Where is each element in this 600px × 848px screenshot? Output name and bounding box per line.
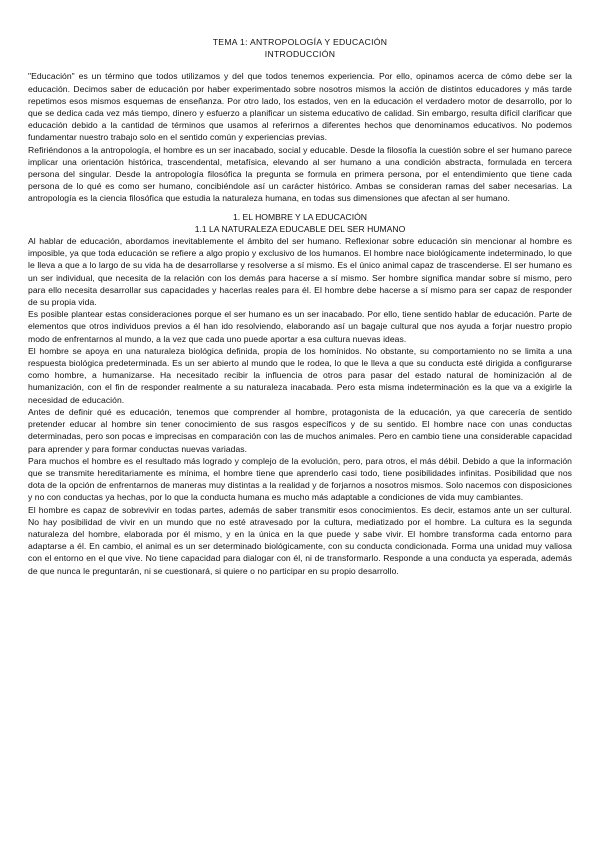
document-subtitle: INTRODUCCIÓN [264, 49, 336, 60]
document-page [28, 36, 572, 577]
section-heading: 1. EL HOMBRE Y LA EDUCACIÓN [232, 211, 368, 222]
body-paragraph-6: El hombre es capaz de sobrevivir en todas partes, además de saber transmitir esos conocimientos. Es decir, estamos ante un ser cultural. No hay posibilidad de vivir en un mundo que no esté atravesado por la cultura, mediatizado por el hombre. La cultura es la segunda naturaleza del hombre, elaborada por él mismo, y en la única en la que puede y sabe vivir. El hombre transforma cada entorno para adaptarse a él. En cambio, el animal es un ser determinado biológicamente, con su conducta condicionada. Forma una unidad muy valiosa con el entorno en el que vive. No tiene capacidad para dialogar con él, ni de transformarlo. Responde a una conducta ya esperada, además de que nunca le preguntarán, ni se cuestionará, si quiere o no participar en su propio desarrollo. [28, 504, 572, 576]
body-paragraph-4: Antes de definir qué es educación, tenemos que comprender al hombre, protagonista de la educación, ya que carecería de sentido pretender educar al hombre sin tener conocimiento de sus rasgos específicos y de su sentido. El hombre nace con unas conductas determinadas, pero son pocas e imprecisas en comparación con las de muchos animales. Pero en cambio tiene una considerable capacidad para aprender y para formar conductas nuevas variadas. [28, 406, 572, 454]
intro-paragraph-1: "Educación" es un término que todos utilizamos y del que todos tenemos experiencia. Por ello, opinamos acerca de cómo debe ser la educación. Decimos saber de educación por haber experimentado sobre nosotros mismos la acción de distintos educadores y más tarde repetimos esos mismos esquemas de enseñanza. Por otro lado, los estados, ven en la educación el verdadero motor de desarrollo, por lo que se dedica cada vez más tiempo, dinero y esfuerzo a planificar un sistema educativo de calidad. Sin embargo, resulta difícil clarificar que educación debido a la cantidad de términos que usamos al referirnos a diferentes hechos que denominamos educativos. No podemos fundamentar nuestro trabajo solo en el sentido común y experiencias previas. [28, 71, 572, 143]
body-paragraph-3: El hombre se apoya en una naturaleza biológica definida, propia de los homínidos. No obstante, su comportamiento no se limita a una respuesta biológica predeterminada. Es un ser abierto al mundo que le rodea, lo que le lleva a que su conducta esté dirigida a configurarse como hombre, a humanizarse. Ha necesitado recibir la influencia de otros para pasar del estado natural de hominización al de humanización, con el fin de responder realmente a su naturaleza inacabada. Pero esta misma indeterminación es la que va a exigirle la necesidad de educación. [28, 345, 572, 405]
document-title: TEMA 1: ANTROPOLOGÍA Y EDUCACIÓN [212, 37, 388, 47]
section-subheading: 1.1 LA NATURALEZA EDUCABLE DEL SER HUMANO [194, 223, 406, 234]
body-paragraph-2: Es posible plantear estas consideraciones porque el ser humano es un ser inacabado. Por ello, tiene sentido hablar de educación. Parte de elementos que otros individuos previos a él han ido resolviendo, elaborando así un bagaje cultural que nos ayuda a forjar nuestro propio modo de enfrentarnos al mundo, a la vez que cada uno puede aportar a esa cultura nuevas ideas. [28, 309, 572, 344]
body-paragraph-5: Para muchos el hombre es el resultado más logrado y complejo de la evolución, pero, para otros, el más débil. Debido a que la información que se transmite hereditariamente es mínima, el hombre tiene que aprenderlo casi todo, tiene posibilidades infinitas. Posibilidad que nos dota de la opción de enfrentarnos de maneras muy distintas a la realidad y de forjarnos a nosotros mismos. Solo nacemos con disposiciones y no con conductas ya hechas, por lo que la conducta humana es mucho más adaptable a condiciones de vida muy cambiantes. [28, 455, 572, 503]
intro-paragraph-2: Refiriéndonos a la antropología, el hombre es un ser inacabado, social y educable. Desde la filosofía la cuestión sobre el ser humano parece implicar una orientación histórica, trascendental, metafísica, elevando al ser humano a una condición abstracta, formulada en tercera persona del singular. Desde la antropología filosófica la pregunta se formula en primera persona, por el entendimiento que tiene cada persona de lo qué es como ser humano, concibiéndole así un carácter histórico. Ambas se consideran ramas del saber necesarias. La antropología es la ciencia filosófica que estudia la naturaleza humana, en todas sus dimensiones que afectan al ser humano. [28, 144, 572, 204]
body-paragraph-1: Al hablar de educación, abordamos inevitablemente el ámbito del ser humano. Reflexionar sobre educación sin mencionar al hombre es imposible, ya que toda educación se refiere a algo propio y exclusivo de los humanos. El hombre nace biológicamente indeterminado, lo que le lleva a que a lo largo de su vida ha de desarrollarse y resolverse a sí mismo. Es el único animal capaz de trascenderse. El ser humano es un ser individual, que necesita de la relación con los demás para hacerse a sí mismo. Ser hombre significa mandar sobre sí mismo, pero para ello necesita desarrollar sus capacidades y hacerlas reales para él. El hombre debe hacerse a sí mismo para ser capaz de responder de su propia vida. [28, 236, 572, 308]
